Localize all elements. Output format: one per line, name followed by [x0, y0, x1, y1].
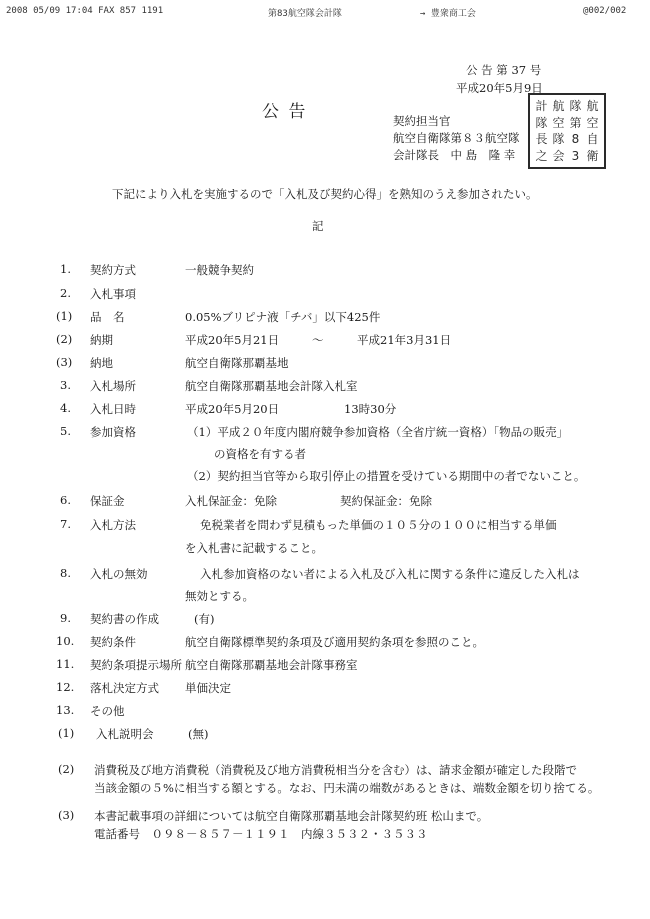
item-9-label: 契約書の作成	[90, 612, 159, 626]
fax-sender: 第83航空隊会計隊	[268, 9, 342, 19]
seal-character: 長	[535, 132, 548, 146]
item-10-value: 航空自衛隊標準契約条項及び適用契約条項を参照のこと。	[185, 635, 484, 649]
seal-character: 空	[586, 115, 599, 130]
item-4-number: 4.	[60, 401, 71, 415]
item-2-2-to: 平成21年3月31日	[357, 333, 452, 347]
item-3-value: 航空自衛隊那覇基地会計隊入札室	[185, 379, 358, 393]
item-2-2-number: (2)	[56, 332, 73, 346]
item-5-number: 5.	[60, 424, 71, 438]
seal-character: 航	[552, 99, 565, 113]
other-3-number: (3)	[58, 808, 75, 822]
item-2-number: 2.	[60, 286, 71, 300]
item-6-number: 6.	[60, 493, 71, 507]
seal-character: 空	[552, 115, 565, 130]
item-9-number: 9.	[60, 611, 71, 625]
page-title: 公 告	[262, 102, 308, 122]
item-2-1-value: 0.05%ブリピナ液「チバ」以下425件	[185, 310, 381, 324]
item-12-label: 落札決定方式	[90, 681, 159, 695]
item-2-label: 入札事項	[90, 287, 136, 301]
item-8-label: 入札の無効	[90, 567, 148, 581]
item-4-time: 13時30分	[344, 402, 397, 416]
fax-datetime: 2008 05/09 17:04 FAX 857 1191	[6, 6, 164, 16]
item-13-label: その他	[90, 704, 125, 718]
seal-character: 隊	[552, 132, 565, 146]
seal-character: 3	[571, 148, 580, 163]
item-1-value: 一般競争契約	[185, 263, 254, 277]
item-7-label: 入札方法	[90, 518, 136, 532]
item-6-label: 保証金	[90, 494, 125, 508]
item-7-number: 7.	[60, 517, 71, 531]
item-12-value: 単価決定	[185, 681, 231, 695]
item-11-label: 契約条項提示場所	[90, 658, 182, 672]
item-8-line-2: 無効とする。	[185, 589, 254, 603]
notice-date: 平成20年5月9日	[456, 81, 543, 95]
item-2-2-from: 平成20年5月21日	[185, 333, 280, 347]
intro-text: 下記により入札を実施するので「入札及び契約心得」を熟知のうえ参加されたい。	[112, 187, 538, 201]
other-2-number: (2)	[58, 762, 75, 776]
other-1-value: (無)	[188, 727, 209, 741]
other-3-line-2: 電話番号 ０９８－８５７－１１９１ 内線３５３２・３５３３	[94, 827, 428, 841]
item-2-2-tilde: 〜	[312, 333, 324, 347]
other-3-line-1: 本書記載事項の詳細については航空自衛隊那覇基地会計隊契約班 松山まで。	[94, 809, 489, 823]
seal-character: 第	[569, 115, 582, 130]
ki-heading: 記	[312, 219, 324, 233]
item-7-line-1: 免税業者を問わず見積もった単価の１０５分の１００に相当する単価	[200, 518, 557, 532]
other-1-label: 入札説明会	[96, 727, 154, 741]
seal-character: 衛	[586, 148, 599, 163]
item-9-value: (有)	[194, 612, 215, 626]
item-11-number: 11.	[56, 657, 75, 671]
other-2-line-2: 当該金額の５%に相当する額とする。なお、円未満の端数があるときは、端数金額を切り捨てる。	[94, 781, 600, 795]
item-1-label: 契約方式	[90, 263, 136, 277]
item-7-line-2: を入札書に記載すること。	[185, 541, 323, 555]
item-8-line-1: 入札参加資格のない者による入札及び入札に関する条件に違反した入札は	[200, 567, 580, 581]
issuer-line1: 契約担当官	[393, 114, 451, 128]
item-2-2-label: 納期	[90, 333, 113, 347]
item-3-label: 入札場所	[90, 379, 136, 393]
seal-character: 自	[586, 132, 599, 146]
item-3-number: 3.	[60, 378, 71, 392]
item-1-number: 1.	[60, 262, 71, 276]
item-2-3-value: 航空自衛隊那覇基地	[185, 356, 289, 370]
fax-page: @002/002	[583, 6, 627, 16]
seal-character: 会	[552, 148, 565, 163]
item-2-1-label: 品 名	[90, 310, 125, 324]
fax-recipient: → 豊衆商工会	[420, 9, 476, 19]
item-2-1-number: (1)	[56, 309, 73, 323]
item-5-condition-1-cont: の資格を有する者	[214, 447, 306, 461]
item-5-label: 参加資格	[90, 425, 136, 439]
item-6-bid-deposit: 入札保証金：免除	[185, 494, 277, 508]
item-10-label: 契約条件	[90, 635, 136, 649]
seal-character: 8	[571, 132, 580, 146]
item-8-number: 8.	[60, 566, 71, 580]
item-5-condition-2: （2）契約担当官等から取引停止の措置を受けている期間中の者でないこと。	[187, 469, 586, 483]
item-13-number: 13.	[56, 703, 75, 717]
issuer-line3: 会計隊長 中 島 隆 幸	[393, 148, 516, 162]
item-4-date: 平成20年5月20日	[185, 402, 280, 416]
other-1-number: (1)	[58, 726, 75, 740]
item-4-label: 入札日時	[90, 402, 136, 416]
seal-character: 航	[586, 99, 599, 113]
seal-character: 隊	[535, 115, 548, 130]
item-6-contract-deposit: 契約保証金：免除	[340, 494, 432, 508]
seal-character: 隊	[569, 99, 582, 113]
official-seal	[528, 93, 606, 169]
item-12-number: 12.	[56, 680, 75, 694]
other-2-line-1: 消費税及び地方消費税（消費税及び地方消費税相当分を含む）は、請求金額が確定した段階で	[94, 763, 577, 777]
seal-character: 計	[535, 99, 548, 113]
item-10-number: 10.	[56, 634, 75, 648]
seal-character: 之	[535, 148, 548, 163]
item-5-condition-1: （1）平成２０年度内閣府競争参加資格（全省庁統一資格）「物品の販売」	[187, 425, 569, 439]
item-11-value: 航空自衛隊那覇基地会計隊事務室	[185, 658, 358, 672]
notice-number: 公 告 第 37 号	[466, 63, 542, 77]
issuer-line2: 航空自衛隊第８３航空隊	[393, 131, 520, 145]
item-2-3-label: 納地	[90, 356, 113, 370]
item-2-3-number: (3)	[56, 355, 73, 369]
